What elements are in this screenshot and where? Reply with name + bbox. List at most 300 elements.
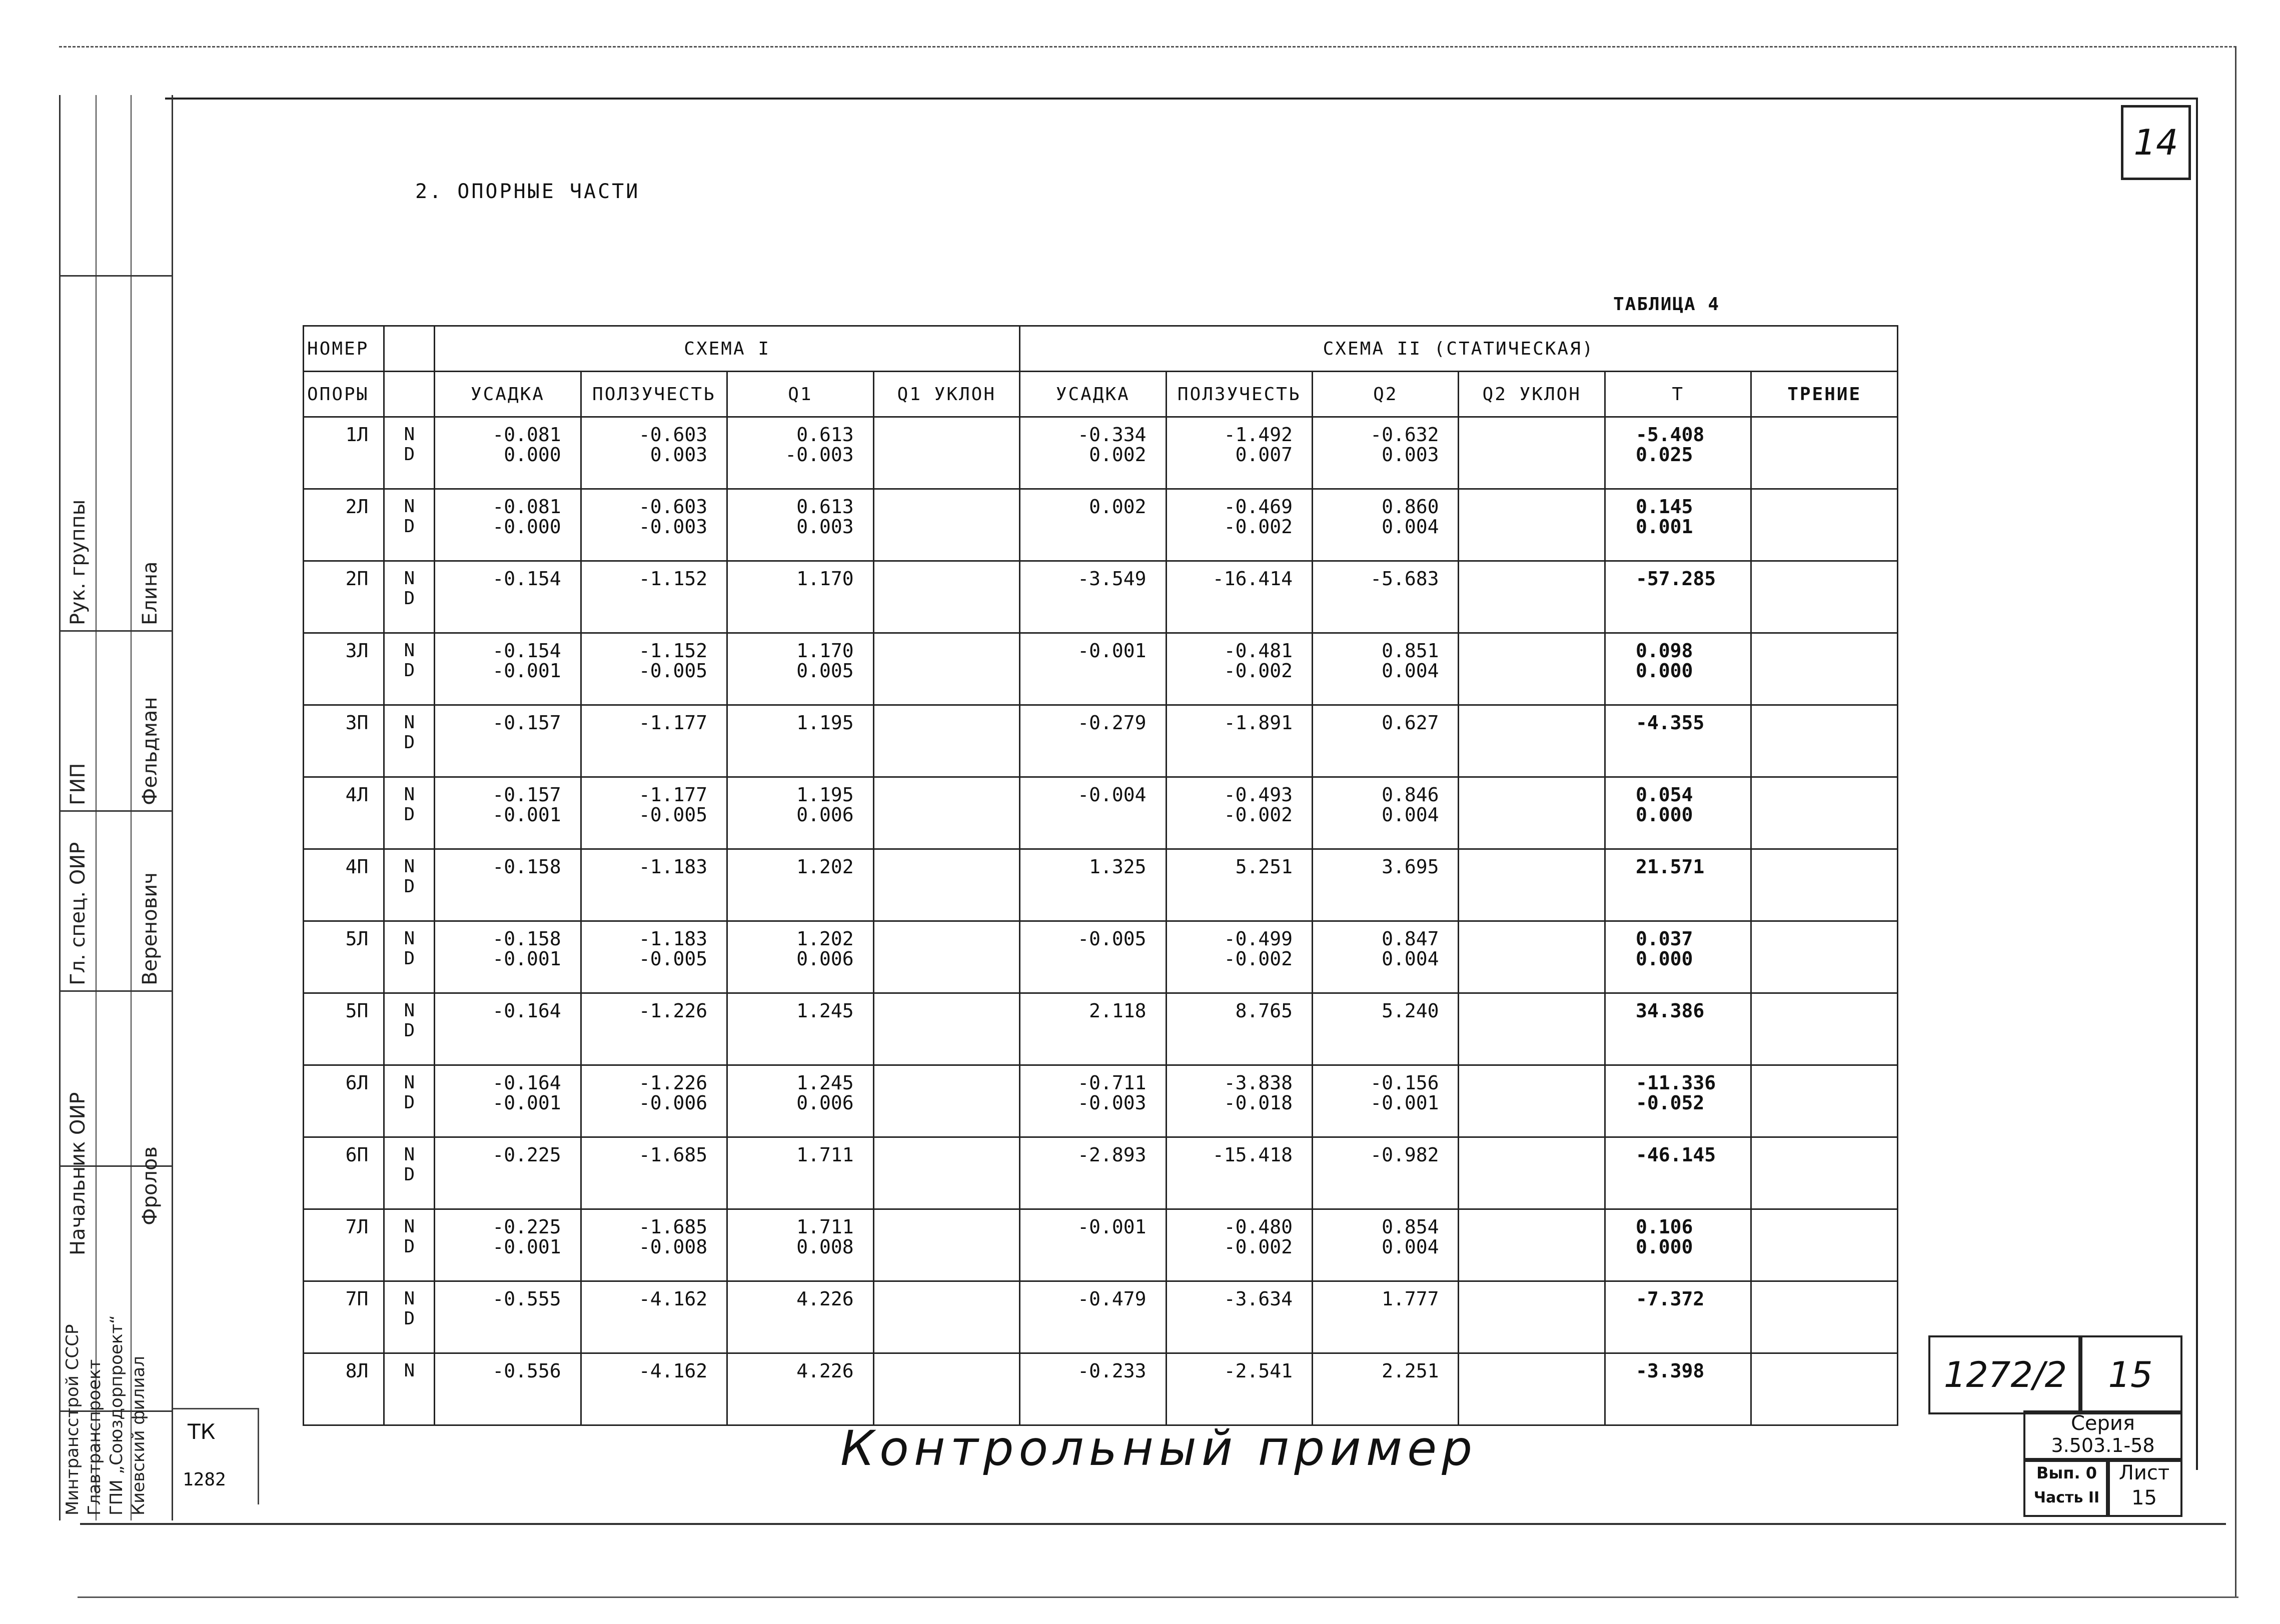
cell-value: [435, 1165, 561, 1185]
stamp-divider: [96, 95, 97, 1520]
cell-value: -16.414: [1212, 568, 1293, 590]
cell-value: 5.251: [1235, 856, 1293, 878]
section-title: 2. ОПОРНЫЕ ЧАСТИ: [415, 180, 640, 203]
tk-label: ТК: [188, 1419, 216, 1444]
table-body: [304, 417, 1898, 1425]
nd-marker: [384, 561, 435, 633]
cell-value: -0.154: [492, 640, 561, 662]
cell-value: [1636, 877, 1731, 897]
series-box: [2023, 1410, 2182, 1462]
cell-value: [1167, 1381, 1293, 1401]
table-row: [304, 777, 1898, 849]
cell-value: 0.627: [1382, 712, 1439, 734]
cell-value: [1459, 1145, 1585, 1165]
cell-value: 0.006: [796, 1092, 854, 1114]
cell-value: [874, 569, 1000, 589]
value-cell: [1166, 1353, 1312, 1425]
table-label: ТАБЛИЦА 4: [1613, 294, 1720, 315]
cell-value: 0.854: [1382, 1216, 1439, 1238]
cell-value: [1459, 445, 1585, 465]
support-id: [304, 705, 384, 777]
value-cell: [727, 777, 873, 849]
nd-label: D: [404, 876, 415, 897]
value-cell: [1313, 489, 1459, 561]
cell-value: -0.001: [492, 660, 561, 682]
cell-value: [1167, 1165, 1293, 1185]
nd-marker: [384, 1209, 435, 1281]
cell-value: [874, 1381, 1000, 1401]
cell-value: 0.004: [1382, 948, 1439, 970]
nd-label: N: [404, 640, 415, 661]
cell-value: -0.225: [492, 1216, 561, 1238]
cell-value: -4.355: [1635, 712, 1705, 734]
nd-label: N: [404, 1288, 415, 1309]
cell-value: [1459, 425, 1585, 445]
cell-value: [1752, 569, 1878, 589]
nd-label: N: [404, 1072, 415, 1093]
supports-table: [303, 325, 1898, 1426]
value-cell: [1020, 921, 1166, 993]
stamp-org-line: Минтрансстрой СССР: [63, 1324, 83, 1515]
value-cell: [727, 633, 873, 705]
cell-value: -0.158: [492, 856, 561, 878]
cell-value: [874, 497, 1000, 517]
cell-value: -0.556: [492, 1360, 561, 1382]
cell-value: [1459, 1217, 1585, 1237]
cell-value: [874, 661, 1000, 681]
value-cell: [1751, 1137, 1898, 1209]
cell-value: -4.162: [638, 1288, 708, 1310]
cell-value: [1752, 1217, 1878, 1237]
nd-label: [385, 1381, 434, 1401]
value-cell: [1020, 849, 1166, 921]
value-cell: [1459, 1065, 1605, 1137]
cell-value: -0.052: [1635, 1092, 1705, 1114]
cell-value: [1752, 641, 1878, 661]
list-value: 15: [2131, 1486, 2157, 1509]
nd-label: D: [404, 804, 415, 825]
cell-value: -0.005: [1077, 928, 1147, 950]
value-cell: [727, 1065, 873, 1137]
value-cell: [1459, 561, 1605, 633]
stamp-gl-spec: Гл. спец. ОИР: [67, 842, 90, 985]
cell-value: [1020, 805, 1146, 825]
table-row: [304, 993, 1898, 1065]
cell-value: 0.000: [1635, 948, 1693, 970]
value-cell: [435, 561, 581, 633]
cell-value: [1020, 949, 1146, 969]
cell-value: 0.025: [1635, 444, 1693, 466]
cell-value: -1.183: [638, 928, 708, 950]
header-col: ПОЛЗУЧЕСТЬ: [1166, 372, 1312, 417]
support-label: 6Л: [345, 1072, 369, 1094]
cell-value: 3.695: [1382, 856, 1439, 878]
cell-value: [874, 1165, 1000, 1185]
value-cell: [1020, 417, 1166, 489]
cell-value: [874, 1217, 1000, 1237]
value-cell: [873, 705, 1019, 777]
cell-value: 0.613: [796, 496, 854, 518]
cell-value: -0.001: [1077, 640, 1147, 662]
bottom-frame-line: [80, 1523, 2226, 1525]
stamp-gip-name: Фельдман: [139, 697, 162, 805]
cell-value: [1636, 1165, 1731, 1185]
support-label: 7Л: [345, 1216, 369, 1238]
cell-value: [1313, 589, 1439, 609]
cell-value: -2.541: [1224, 1360, 1293, 1382]
cell-value: [1636, 1381, 1731, 1401]
cell-value: [874, 425, 1000, 445]
value-cell: [727, 705, 873, 777]
value-cell: [1605, 633, 1751, 705]
cell-value: [1167, 877, 1293, 897]
cell-value: -3.398: [1635, 1360, 1705, 1382]
support-id: [304, 633, 384, 705]
value-cell: [1313, 1209, 1459, 1281]
cell-value: -0.006: [638, 1092, 708, 1114]
value-cell: [1020, 561, 1166, 633]
support-id: [304, 777, 384, 849]
cell-value: [1459, 949, 1585, 969]
nd-label: N: [404, 1000, 415, 1021]
value-cell: [435, 417, 581, 489]
nd-label: D: [404, 1236, 415, 1257]
table-row: [304, 1065, 1898, 1137]
cell-value: [1752, 1145, 1878, 1165]
support-label: 7П: [345, 1288, 369, 1310]
cell-value: -0.158: [492, 928, 561, 950]
cell-value: [1459, 785, 1585, 805]
value-cell: [1313, 1065, 1459, 1137]
cell-value: 34.386: [1635, 1000, 1705, 1022]
cell-value: -0.334: [1077, 424, 1147, 446]
value-cell: [1605, 921, 1751, 993]
support-label: 8Л: [345, 1360, 369, 1382]
cell-value: -0.000: [492, 516, 561, 538]
value-cell: [1459, 777, 1605, 849]
cell-value: [1752, 1309, 1878, 1329]
header-opory: ОПОРЫ: [304, 372, 384, 417]
cell-value: [1459, 1289, 1585, 1309]
header-row-2: [304, 372, 1898, 417]
support-id: [304, 1065, 384, 1137]
cell-value: [874, 805, 1000, 825]
value-cell: [1459, 417, 1605, 489]
value-cell: [435, 849, 581, 921]
series-label: Серия: [2071, 1412, 2135, 1435]
support-label: 2Л: [345, 496, 369, 518]
cell-value: -0.154: [492, 568, 561, 590]
cell-value: [1752, 1093, 1878, 1113]
cell-value: [1313, 1165, 1439, 1185]
nd-label: N: [404, 1360, 415, 1381]
value-cell: [1166, 993, 1312, 1065]
cell-value: -1.685: [638, 1216, 708, 1238]
stamp-divider: [131, 95, 132, 1520]
header-nd: [384, 372, 435, 417]
cell-value: 0.004: [1382, 516, 1439, 538]
nd-label: N: [404, 712, 415, 733]
nd-label: D: [404, 732, 415, 753]
cell-value: 8.765: [1235, 1000, 1293, 1022]
cell-value: [435, 877, 561, 897]
header-col: УСАДКА: [1020, 372, 1166, 417]
cell-value: [1752, 1165, 1878, 1185]
cell-value: 0.106: [1635, 1216, 1693, 1238]
cell-value: [874, 1073, 1000, 1093]
cell-value: [874, 589, 1000, 609]
cell-value: 0.847: [1382, 928, 1439, 950]
support-label: 3Л: [345, 640, 369, 662]
cell-value: [1636, 733, 1731, 753]
cell-value: -0.001: [492, 804, 561, 826]
cell-value: [1752, 877, 1878, 897]
cell-value: [1020, 877, 1146, 897]
cell-value: 0.003: [796, 516, 854, 538]
cell-value: [582, 1309, 707, 1329]
value-cell: [1751, 489, 1898, 561]
value-cell: [1751, 1353, 1898, 1425]
value-cell: [1751, 705, 1898, 777]
cell-value: [1752, 857, 1878, 877]
value-cell: [581, 777, 727, 849]
cell-value: 0.002: [1089, 444, 1147, 466]
cell-value: -2.893: [1077, 1144, 1147, 1166]
cell-value: [1752, 445, 1878, 465]
cell-value: [1459, 1309, 1585, 1329]
cell-value: [874, 1093, 1000, 1113]
support-id: [304, 993, 384, 1065]
nd-label: D: [404, 516, 415, 537]
value-cell: [1459, 705, 1605, 777]
value-cell: [1166, 921, 1312, 993]
value-cell: [873, 849, 1019, 921]
nd-marker: [384, 849, 435, 921]
stamp-gip: ГИП: [67, 763, 90, 805]
cell-value: [435, 733, 561, 753]
value-cell: [1605, 1065, 1751, 1137]
cell-value: -0.156: [1370, 1072, 1439, 1094]
cell-value: 0.003: [650, 444, 708, 466]
cell-value: [582, 1165, 707, 1185]
cell-value: -0.164: [492, 1072, 561, 1094]
value-cell: [1751, 849, 1898, 921]
list-box: [2106, 1458, 2182, 1517]
cell-value: -0.157: [492, 712, 561, 734]
stamp-org-line: Главтранспроект: [85, 1359, 105, 1515]
cell-value: -0.499: [1224, 928, 1293, 950]
value-cell: [1459, 633, 1605, 705]
cell-value: 1.170: [796, 568, 854, 590]
value-cell: [727, 561, 873, 633]
value-cell: [873, 489, 1019, 561]
stamp-ruk-name: Елина: [139, 561, 162, 625]
value-cell: [873, 1065, 1019, 1137]
cell-value: -0.469: [1224, 496, 1293, 518]
nd-marker: [384, 705, 435, 777]
cell-value: [874, 1361, 1000, 1381]
cell-value: 1.245: [796, 1000, 854, 1022]
drawing-title: Контрольный пример: [840, 1420, 1478, 1476]
cell-value: -0.603: [638, 496, 708, 518]
table-row: [304, 705, 1898, 777]
cell-value: 0.054: [1635, 784, 1693, 806]
nd-label: N: [404, 1216, 415, 1237]
nd-label: D: [404, 588, 415, 609]
value-cell: [873, 633, 1019, 705]
cell-value: [1459, 661, 1585, 681]
support-id: [304, 1281, 384, 1353]
cell-value: -0.157: [492, 784, 561, 806]
header-nd: [384, 326, 435, 372]
cell-value: [435, 1309, 561, 1329]
cell-value: -0.493: [1224, 784, 1293, 806]
value-cell: [1313, 921, 1459, 993]
value-cell: [727, 489, 873, 561]
cell-value: 2.251: [1382, 1360, 1439, 1382]
cell-value: -3.549: [1077, 568, 1147, 590]
cell-value: 1.195: [796, 712, 854, 734]
cell-value: [1459, 713, 1585, 733]
cell-value: -5.683: [1370, 568, 1439, 590]
value-cell: [1313, 849, 1459, 921]
value-cell: [435, 705, 581, 777]
value-cell: [1605, 1281, 1751, 1353]
value-cell: [1459, 921, 1605, 993]
stamp-hline: [61, 630, 172, 632]
page-bottom-line: [78, 1596, 2238, 1598]
cell-value: [874, 1289, 1000, 1309]
value-cell: [581, 1353, 727, 1425]
cell-value: -0.003: [638, 516, 708, 538]
support-id: [304, 921, 384, 993]
cell-value: 1.325: [1089, 856, 1147, 878]
cell-value: -1.685: [638, 1144, 708, 1166]
support-id: [304, 489, 384, 561]
value-cell: [581, 489, 727, 561]
value-cell: [727, 1281, 873, 1353]
value-cell: [727, 849, 873, 921]
cell-value: [1752, 733, 1878, 753]
value-cell: [1459, 1281, 1605, 1353]
header-col: УСАДКА: [435, 372, 581, 417]
value-cell: [873, 921, 1019, 993]
value-cell: [1605, 777, 1751, 849]
value-cell: [1751, 417, 1898, 489]
cell-value: -0.002: [1224, 660, 1293, 682]
support-label: 6П: [345, 1144, 369, 1166]
value-cell: [1605, 489, 1751, 561]
cell-value: [874, 1237, 1000, 1257]
cell-value: 0.006: [796, 804, 854, 826]
cell-value: [874, 785, 1000, 805]
value-cell: [1751, 921, 1898, 993]
support-label: 4Л: [345, 784, 369, 806]
nd-label: N: [404, 784, 415, 805]
support-id: [304, 1137, 384, 1209]
header-col: Q2: [1313, 372, 1459, 417]
cell-value: -0.018: [1224, 1092, 1293, 1114]
header-col: ПОЛЗУЧЕСТЬ: [581, 372, 727, 417]
value-cell: [581, 921, 727, 993]
cell-value: 0.851: [1382, 640, 1439, 662]
chast-label: Часть II: [2033, 1489, 2100, 1506]
nd-label: D: [404, 660, 415, 681]
stamp-hline: [61, 990, 172, 992]
cell-value: -0.003: [785, 444, 854, 466]
nd-marker: [384, 1137, 435, 1209]
cell-value: 1.711: [796, 1216, 854, 1238]
cell-value: -0.001: [492, 1092, 561, 1114]
cell-value: 0.000: [1635, 1236, 1693, 1258]
value-cell: [1751, 993, 1898, 1065]
cell-value: [1313, 733, 1439, 753]
stamp-ruk-gruppy: Рук. группы: [67, 499, 90, 625]
value-cell: [581, 1209, 727, 1281]
cell-value: [874, 1145, 1000, 1165]
cell-value: [1459, 1001, 1585, 1021]
stamp-gl-spec-name: Веренович: [139, 872, 162, 985]
value-cell: [1166, 849, 1312, 921]
cell-value: [1459, 1021, 1585, 1041]
value-cell: [1020, 489, 1166, 561]
value-cell: [873, 1281, 1019, 1353]
cell-value: [1459, 641, 1585, 661]
cell-value: [1459, 877, 1585, 897]
value-cell: [1313, 417, 1459, 489]
cell-value: [1020, 1165, 1146, 1185]
cell-value: [1020, 1021, 1146, 1041]
cell-value: -0.982: [1370, 1144, 1439, 1166]
value-cell: [435, 1065, 581, 1137]
value-cell: [1605, 1353, 1751, 1425]
cell-value: -5.408: [1635, 424, 1705, 446]
stamp-org-line: Киевский филиал: [129, 1356, 149, 1515]
value-cell: [1166, 561, 1312, 633]
nd-label: N: [404, 496, 415, 517]
cell-value: [1020, 1381, 1146, 1401]
cell-value: -46.145: [1635, 1144, 1716, 1166]
value-cell: [1459, 849, 1605, 921]
cell-value: 0.002: [1089, 496, 1147, 518]
value-cell: [581, 561, 727, 633]
value-cell: [581, 633, 727, 705]
cell-value: -1.177: [638, 712, 708, 734]
cell-value: -15.418: [1212, 1144, 1293, 1166]
cell-value: [874, 929, 1000, 949]
cell-value: [582, 1021, 707, 1041]
cell-value: 0.846: [1382, 784, 1439, 806]
support-id: [304, 417, 384, 489]
cell-value: [1459, 1381, 1585, 1401]
cell-value: [1752, 1381, 1878, 1401]
value-cell: [1459, 1137, 1605, 1209]
cell-value: [1167, 1309, 1293, 1329]
cell-value: [1752, 713, 1878, 733]
cell-value: -0.008: [638, 1236, 708, 1258]
nd-marker: [384, 993, 435, 1065]
cell-value: [874, 949, 1000, 969]
cell-value: [728, 1021, 853, 1041]
cell-value: [1459, 1361, 1585, 1381]
cell-value: [874, 517, 1000, 537]
cell-value: -0.001: [492, 948, 561, 970]
cell-value: [1459, 517, 1585, 537]
support-id: [304, 1353, 384, 1425]
value-cell: [1605, 849, 1751, 921]
cell-value: [1167, 589, 1293, 609]
value-cell: [1751, 633, 1898, 705]
